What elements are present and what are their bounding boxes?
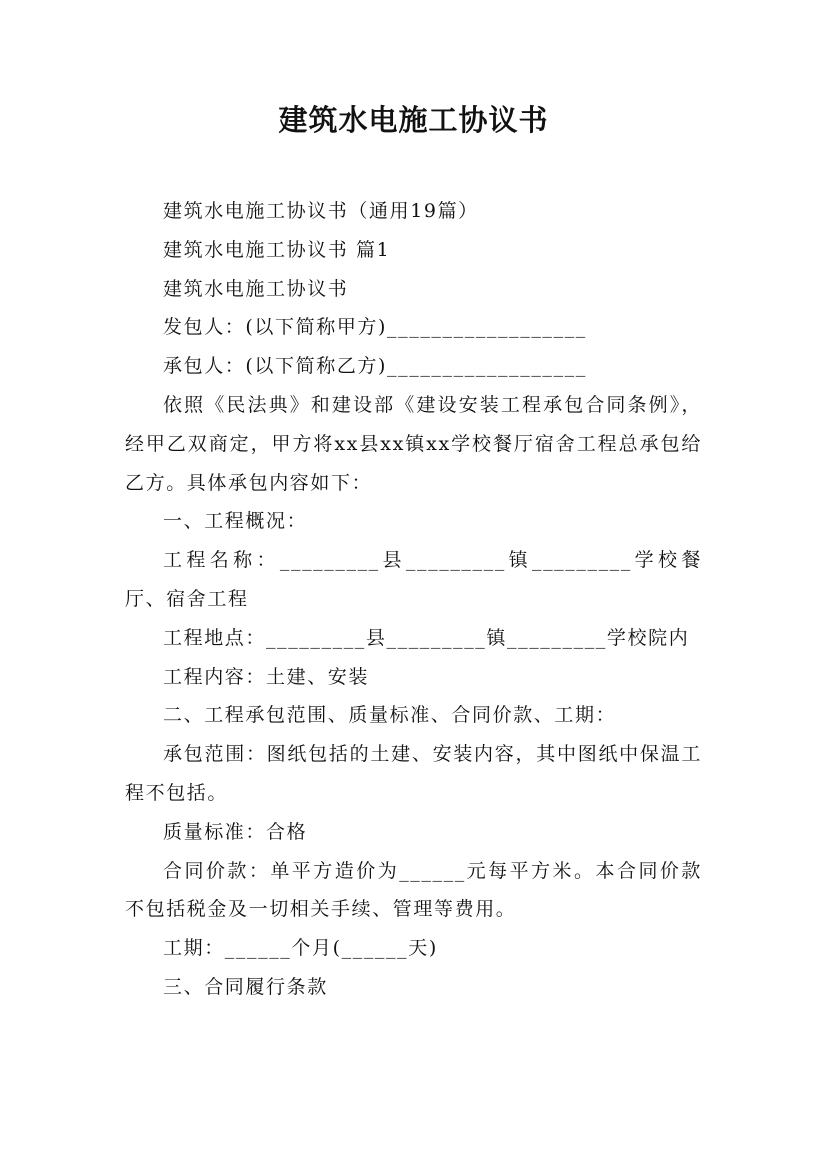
paragraph-agreement-name: 建筑水电施工协议书 xyxy=(163,277,349,300)
paragraph-basis: 依照《民法典》和建设部《建设安装工程承包合同条例》，经甲乙双商定，甲方将xx县xx镇xx学校餐厅宿舍工程总承包给乙方。具体承包内容如下： xyxy=(125,393,702,494)
paragraph-quality: 质量标准：合格 xyxy=(163,820,308,843)
paragraph-project-location: 工程地点：_________县_________镇_________学校院内 xyxy=(163,626,690,649)
paragraph-subtitle: 建筑水电施工协议书（通用19篇） xyxy=(163,200,479,222)
paragraph-project-content: 工程内容：土建、安装 xyxy=(163,665,370,688)
paragraph-performance-heading: 三、合同履行条款 xyxy=(163,975,328,998)
paragraph-employer: 发包人：(以下简称甲方)__________________ xyxy=(163,316,587,339)
paragraph-contractor: 承包人：(以下简称乙方)__________________ xyxy=(163,355,587,378)
paragraph-price: 合同价款：单平方造价为______元每平方米。本合同价款不包括税金及一切相关手续、管理等费用。 xyxy=(125,859,702,921)
paragraph-project-name: 工程名称：_________县_________镇_________学校餐厅、宿舍工程 xyxy=(125,549,702,610)
paragraph-scope: 承包范围：图纸包括的土建、安装内容，其中图纸中保温工程不包括。 xyxy=(125,743,702,804)
paragraph-overview-heading: 一、工程概况： xyxy=(163,510,308,533)
paragraph-duration: 工期：______个月(______天) xyxy=(163,937,438,960)
paragraph-scope-heading: 二、工程承包范围、质量标准、合同价款、工期： xyxy=(163,704,617,727)
document-title: 建筑水电施工协议书 xyxy=(278,103,549,137)
paragraph-section-heading: 建筑水电施工协议书 篇1 xyxy=(163,238,391,261)
document-body xyxy=(125,192,702,1007)
